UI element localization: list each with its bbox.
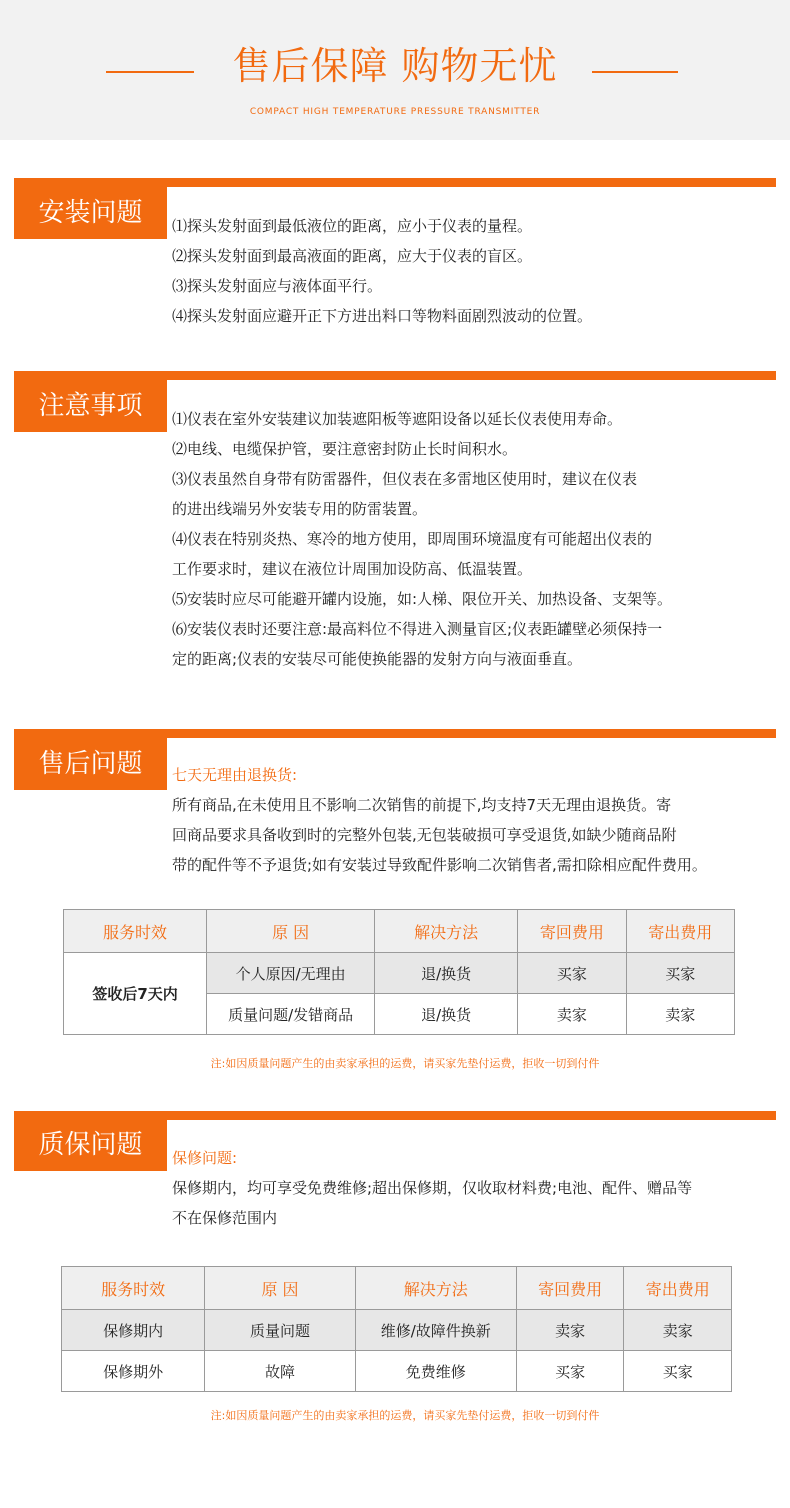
table-note: 注:如因质量问题产生的由卖家承担的运费，请买家先垫付运费，拒收一切到付件 [210,1057,600,1070]
section-subheading: 保修问题: [172,1149,238,1167]
page-header [0,0,790,140]
text-line: ⑶探头发射面应与液体面平行。 [172,277,383,295]
table-header-cell: 服务时效 [62,1267,205,1310]
table-header-cell: 原 因 [207,910,375,953]
text-line: ⑴探头发射面到最低液位的距离，应小于仪表的量程。 [172,217,533,235]
table-cell: 个人原因/无理由 [207,953,375,994]
table-cell: 退/换货 [375,994,518,1035]
text-line: ⑵电线、电缆保护管，要注意密封防止长时间积水。 [172,440,518,458]
section-bar [14,178,776,187]
table-cell: 故障 [205,1351,355,1392]
table-cell: 卖家 [624,1310,732,1351]
table-cell: 保修期内 [62,1310,205,1351]
table-row [62,1351,732,1392]
table-note: 注:如因质量问题产生的由卖家承担的运费，请买家先垫付运费，拒收一切到付件 [210,1409,600,1422]
table-header-row [64,910,735,953]
table-header-row [62,1267,732,1310]
text-line: 定的距离;仪表的安装尽可能使换能器的发射方向与液面垂直。 [172,650,583,668]
text-line: ⑹安装仪表时还要注意:最高料位不得进入测量盲区;仪表距罐壁必须保持一 [172,620,663,638]
table-header-cell: 原 因 [205,1267,355,1310]
section-subheading: 七天无理由退换货: [172,766,298,784]
table-cell: 买家 [516,1351,624,1392]
text-line: 回商品要求具备收到时的完整外包装,无包装破损可享受退货,如缺少随商品附 [172,826,677,844]
table-cell: 质量问题 [205,1310,355,1351]
section-title: 质保问题 [14,1119,167,1171]
table-cell: 退/换货 [375,953,518,994]
table-row [64,953,735,994]
text-line: ⑷探头发射面应避开正下方进出料口等物料面剧烈波动的位置。 [172,307,593,325]
text-line: ⑷仪表在特别炎热、寒冷的地方使用，即周围环境温度有可能超出仪表的 [172,530,653,548]
text-line: 所有商品,在未使用且不影响二次销售的前提下,均支持7天无理由退换货。寄 [172,796,672,814]
text-line: 工作要求时，建议在液位计周围加设防高、低温装置。 [172,560,533,578]
table-header-cell: 服务时效 [64,910,207,953]
page-title: 售后保障 购物无忧 [232,44,558,88]
text-line: ⑸安装时应尽可能避开罐内设施，如:人梯、限位开关、加热设备、支架等。 [172,590,673,608]
table-cell: 卖家 [518,994,626,1035]
page-subtitle: COMPACT HIGH TEMPERATURE PRESSURE TRANSMITTER [249,107,541,117]
table-row [62,1310,732,1351]
section-title: 售后问题 [14,738,167,790]
table-cell: 维修/故障件换新 [355,1310,516,1351]
text-line: 保修期内，均可享受免费维修;超出保修期，仅收取材料费;电池、配件、赠品等 [172,1179,693,1197]
text-line: 的进出线端另外安装专用的防雷装置。 [172,500,428,518]
table-cell: 买家 [626,953,734,994]
section-title: 注意事项 [14,380,167,432]
table-cell: 卖家 [626,994,734,1035]
text-line: ⑴仪表在室外安装建议加装遮阳板等遮阳设备以延长仪表使用寿命。 [172,410,623,428]
table-cell: 质量问题/发错商品 [207,994,375,1035]
table-cell: 免费维修 [355,1351,516,1392]
table-header-cell: 解决方法 [375,910,518,953]
table-cell: 买家 [518,953,626,994]
section-bar [14,371,776,380]
table-header-cell: 寄回费用 [516,1267,624,1310]
table-header-cell: 寄出费用 [626,910,734,953]
table-header-cell: 寄出费用 [624,1267,732,1310]
table-cell: 卖家 [516,1310,624,1351]
warranty-table [61,1266,732,1392]
table-header-cell: 解决方法 [355,1267,516,1310]
section-bar [14,729,776,738]
table-cell: 买家 [624,1351,732,1392]
text-line: ⑵探头发射面到最高液面的距离，应大于仪表的盲区。 [172,247,533,265]
text-line: 带的配件等不予退货;如有安装过导致配件影响二次销售者,需扣除相应配件费用。 [172,856,707,874]
aftersale-table [63,909,735,1035]
table-cell-merged: 签收后7天内 [64,953,207,1035]
text-line: 不在保修范围内 [172,1209,278,1227]
text-line: ⑶仪表虽然自身带有防雷器件，但仪表在多雷地区使用时，建议在仪表 [172,470,638,488]
table-header-cell: 寄回费用 [518,910,626,953]
table-cell: 保修期外 [62,1351,205,1392]
section-title: 安装问题 [14,187,167,239]
